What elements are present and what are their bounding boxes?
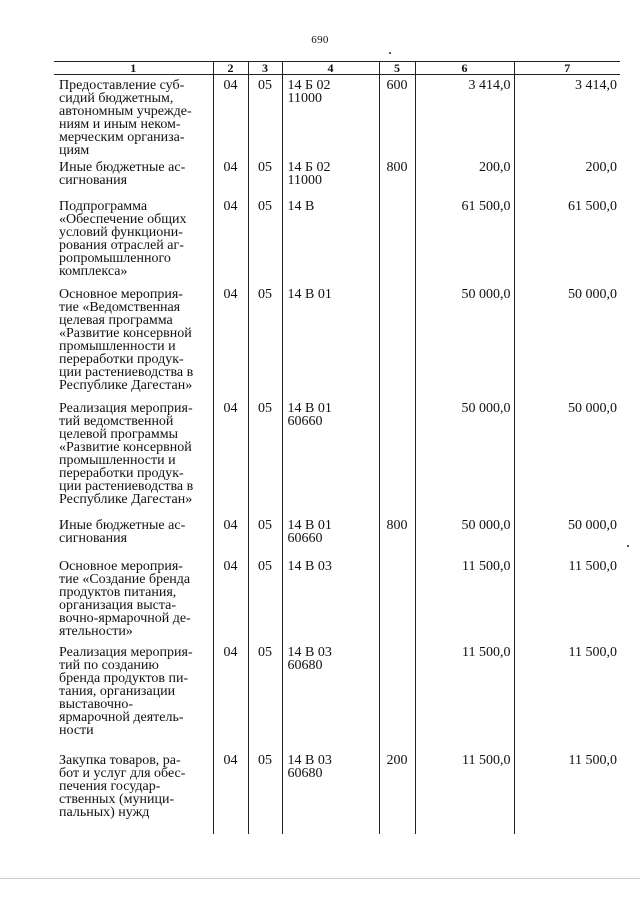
subsection-code: 05	[248, 642, 282, 750]
page-number: 690	[311, 34, 329, 46]
target-article-code	[282, 398, 379, 515]
header-cell: 5	[379, 62, 415, 75]
expense-type-code	[379, 556, 415, 642]
target-article-code-part1: 14 В 01	[287, 401, 332, 416]
header-cell: 1	[54, 62, 213, 75]
target-article-code-part1: 14 В 03	[287, 559, 332, 574]
expense-type-code: 800	[379, 515, 415, 556]
target-article-code-part1: 14 В 01	[287, 287, 332, 302]
target-article-code-part2: 11000	[287, 91, 322, 106]
subsection-code: 05	[248, 75, 282, 158]
table-row	[54, 157, 620, 196]
target-article-code-part2: 60680	[287, 766, 323, 781]
target-article-code-part1: 14 В 01	[287, 518, 332, 533]
subsection-code: 05	[248, 284, 282, 398]
scan-speck	[389, 52, 391, 54]
target-article-code	[282, 196, 379, 284]
amount-column-7: 50 000,0	[514, 398, 620, 515]
amount-column-6: 11 500,0	[415, 556, 514, 642]
amount-column-6: 200,0	[415, 157, 514, 196]
amount-column-7: 11 500,0	[514, 642, 620, 750]
target-article-code-part2: 60660	[287, 414, 323, 429]
target-article-code-part1: 14 В 03	[287, 753, 332, 768]
header-cell: 3	[248, 62, 282, 75]
target-article-code	[282, 157, 379, 196]
target-article-code	[282, 556, 379, 642]
amount-column-6: 50 000,0	[415, 515, 514, 556]
section-code: 04	[213, 642, 248, 750]
subsection-code: 05	[248, 556, 282, 642]
header-row	[54, 62, 620, 75]
expense-type-code	[379, 398, 415, 515]
table-row	[54, 642, 620, 750]
amount-column-6: 3 414,0	[415, 75, 514, 158]
row-name: Подпрограмма «Обеспечение общих условий функциони- рования отраслей аг- ропромышленного комплекса»	[59, 199, 187, 279]
row-name: Основное мероприя- тие «Создание бренда продуктов питания, организация выста- вочно-ярмарочной де- ятельности»	[59, 559, 191, 639]
table-row	[54, 398, 620, 515]
target-article-code-part1: 14 В 03	[287, 645, 332, 660]
subsection-code: 05	[248, 515, 282, 556]
section-code: 04	[213, 196, 248, 284]
amount-column-7: 50 000,0	[514, 284, 620, 398]
target-article-code-part2: 11000	[287, 173, 322, 188]
target-article-code	[282, 642, 379, 750]
amount-column-6: 50 000,0	[415, 284, 514, 398]
amount-column-7: 200,0	[514, 157, 620, 196]
table-row	[54, 515, 620, 556]
table-row	[54, 750, 620, 834]
table-row	[54, 556, 620, 642]
row-name: Основное мероприя- тие «Ведомственная целевая программа «Развитие консервной промышленности и переработки продук- ции растениеводства в Республике Дагестан»	[59, 287, 194, 393]
amount-column-6: 11 500,0	[415, 750, 514, 834]
row-name: Предоставление суб- сидий бюджетным, автономным учрежде- ниям и иным неком- мерческим организа- циям	[59, 78, 192, 158]
header-cell: 6	[415, 62, 514, 75]
section-code: 04	[213, 157, 248, 196]
header-cell: 2	[213, 62, 248, 75]
header-cell: 4	[282, 62, 379, 75]
target-article-code-part2: 60660	[287, 531, 323, 546]
row-name: Закупка товаров, ра- бот и услуг для обес- печения государ- ственных (муници- пальных) нужд	[59, 753, 186, 820]
section-code: 04	[213, 515, 248, 556]
expense-type-code: 800	[379, 157, 415, 196]
row-name: Иные бюджетные ас- сигнования	[59, 160, 186, 188]
amount-column-7: 61 500,0	[514, 196, 620, 284]
amount-column-6: 50 000,0	[415, 398, 514, 515]
table-row	[54, 284, 620, 398]
expense-type-code	[379, 284, 415, 398]
expense-type-code	[379, 196, 415, 284]
target-article-code-part1: 14 В	[287, 199, 315, 214]
section-code: 04	[213, 75, 248, 158]
section-code: 04	[213, 750, 248, 834]
scan-speck	[627, 545, 629, 547]
budget-table	[54, 61, 620, 834]
amount-column-7: 50 000,0	[514, 515, 620, 556]
row-name: Иные бюджетные ас- сигнования	[59, 518, 186, 546]
target-article-code	[282, 284, 379, 398]
target-article-code-part1: 14 Б 02	[287, 78, 331, 93]
table-row	[54, 75, 620, 158]
expense-type-code	[379, 642, 415, 750]
subsection-code: 05	[248, 398, 282, 515]
section-code: 04	[213, 284, 248, 398]
amount-column-6: 61 500,0	[415, 196, 514, 284]
table-row	[54, 196, 620, 284]
page-edge-rule	[0, 878, 640, 879]
section-code: 04	[213, 398, 248, 515]
amount-column-7: 3 414,0	[514, 75, 620, 158]
target-article-code	[282, 750, 379, 834]
subsection-code: 05	[248, 157, 282, 196]
subsection-code: 05	[248, 196, 282, 284]
subsection-code: 05	[248, 750, 282, 834]
amount-column-6: 11 500,0	[415, 642, 514, 750]
expense-type-code: 600	[379, 75, 415, 158]
row-name: Реализация мероприя- тий ведомственной целевой программы «Развитие консервной промышленности и переработки продук- ции растениеводства в Республике Дагестан»	[59, 401, 194, 507]
target-article-code	[282, 75, 379, 158]
section-code: 04	[213, 556, 248, 642]
target-article-code	[282, 515, 379, 556]
amount-column-7: 11 500,0	[514, 556, 620, 642]
target-article-code-part2: 60680	[287, 658, 323, 673]
target-article-code-part1: 14 Б 02	[287, 160, 331, 175]
header-cell: 7	[514, 62, 620, 75]
expense-type-code: 200	[379, 750, 415, 834]
row-name: Реализация мероприя- тий по созданию бренда продуктов пи- тания, организации выставочно- ярмарочной деятель- ности	[59, 645, 193, 738]
amount-column-7: 11 500,0	[514, 750, 620, 834]
